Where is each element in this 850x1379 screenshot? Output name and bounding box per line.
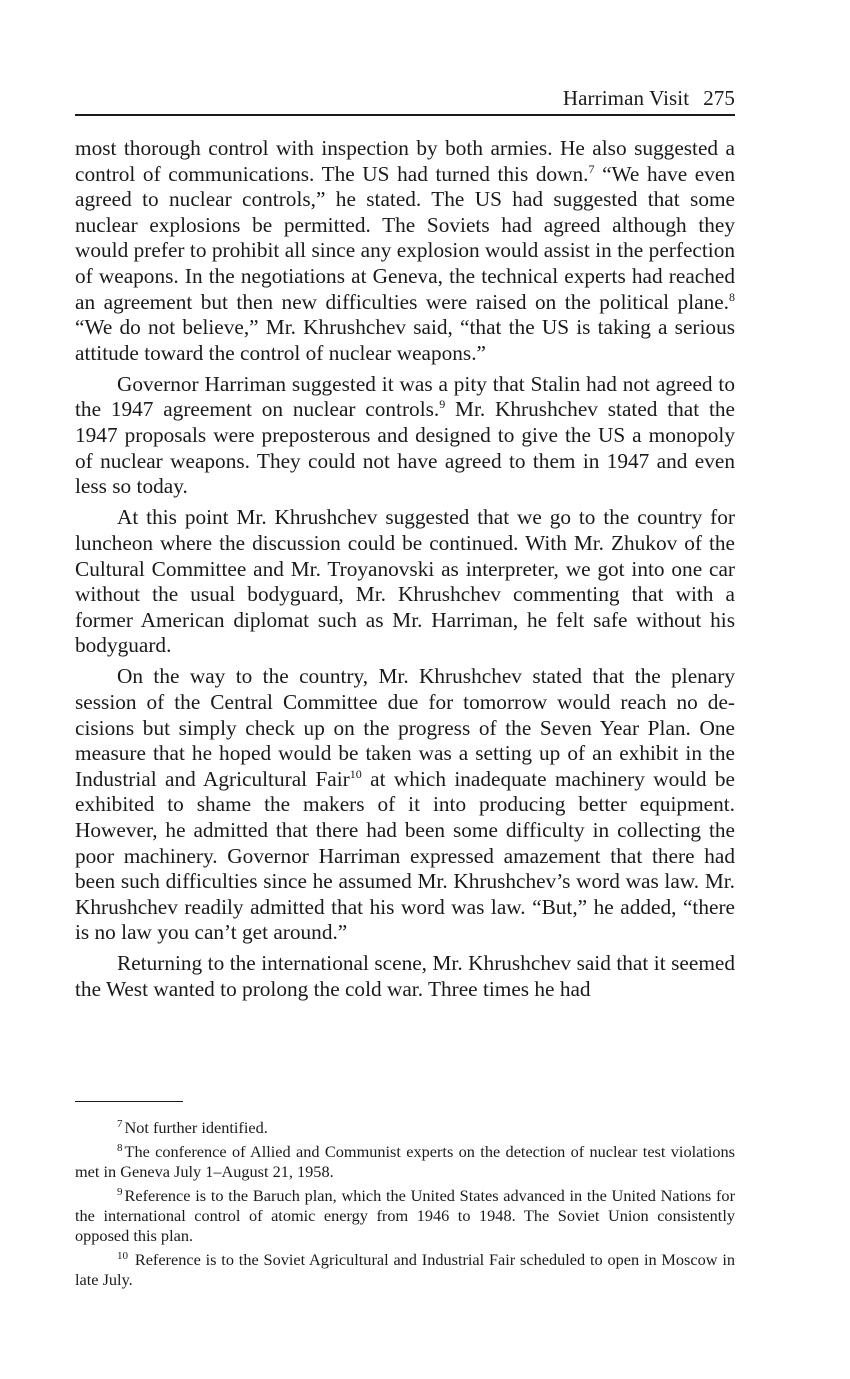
footnote-text: Reference is to the Soviet Agricultural and Industrial Fair scheduled to open in Moscow in late July. [75,1249,735,1289]
text-run: At this point Mr. Khrushchev suggested that we go to the country for luncheon where the discussion could be continued. With Mr. Zhukov of the Cultural Committee and Mr. Troyanovski as interpreter, we got into one car without the usual bodyguard, Mr. Khrushchev commenting that with a former American diplomat such as Mr. Harriman, he felt safe without his bodyguard. [75,505,735,658]
footnote-ref: 9 [439,397,446,412]
footnote [75,1142,735,1182]
text-run: Returning to the international scene, Mr. Khrushchev said that it seemed the West wanted to prolong the cold war. Three times he had [75,951,735,1001]
text-run: most thorough control with inspection by both armies. He also suggested a control of communications. The US had turned this down. [75,136,735,186]
text-run: Governor Harriman suggested it was a pity that Stalin had not agreed to the 1947 agreement on nuclear controls. [75,371,735,422]
paragraph [75,136,735,366]
paragraph [75,664,735,946]
footnote-number: 8 [117,1141,123,1154]
running-title: Harriman Visit [562,86,690,110]
footnote-text: Not further identified. [124,1118,268,1137]
footnote-ref: 8 [729,289,735,304]
footnote-ref: 7 [588,161,595,176]
paragraph [75,951,735,1002]
footnote-divider [75,1101,183,1102]
paragraph [75,372,735,500]
footnotes [75,1118,735,1294]
running-header [75,84,735,116]
footnote [75,1186,735,1247]
footnote-number: 10 [117,1249,128,1262]
footnote [75,1118,735,1138]
footnote-text: Reference is to the Baruch plan, which the United States advanced in the United Nations for the international control of atomic energy from 1946 to 1948. The Soviet Union consistently opposed this plan. [75,1185,735,1246]
text-run: Mr. Khrushchev stated that the 1947 proposals were preposterous and designed to give the US a monopoly of nuclear weapons. They could not have agreed to them in 1947 and even less so today. [75,397,735,499]
text-run: On the way to the country, Mr. Khrushchev stated that the plenary session of the Central Committee due for tomorrow would reach no decisions but simply check up on the progress of the Seven Year Plan. One measure that he hoped would be taken was a setting up of an exhibit in the Industrial and Agricultural Fair [75,664,735,791]
running-head [563,86,735,111]
main-text [75,136,735,1008]
text-run: at which inadequate machinery would be exhibited to shame the makers of it into producing better equipment. However, he admitted that there had been some difficulty in collecting the poor machinery. Governor Harriman expressed amazement that there had been such difficulties since he assumed Mr. Khrushchev’s word was law. Mr. Khrushchev readily admitted that his word was law. “But,” he added, “there is no law you can’t get around.” [75,766,735,945]
footnote-ref: 10 [349,766,362,781]
text-run: “We have even agreed to nuclear controls,” he stated. The US had suggested that some nuclear explosions be permitted. The Soviets had agreed although they would prefer to prohibit all since any explosion would assist in the perfection of weapons. In the negotiations at Geneva, the technical experts had reached an agreement but then new difficulties were raised on the political plane. [75,161,735,314]
footnote-number: 7 [117,1118,123,1130]
text-run: “We do not believe,” Mr. Khrushchev said, “that the US is taking a serious attitude toward the control of nuclear weapons.” [75,315,735,365]
page-number: 275 [703,86,735,110]
footnote [75,1250,735,1290]
footnote-number: 9 [117,1185,123,1198]
paragraph [75,505,735,659]
footnote-text: The conference of Allied and Communist experts on the detection of nuclear test violations met in Geneva July 1–August 21, 1958. [75,1141,735,1181]
